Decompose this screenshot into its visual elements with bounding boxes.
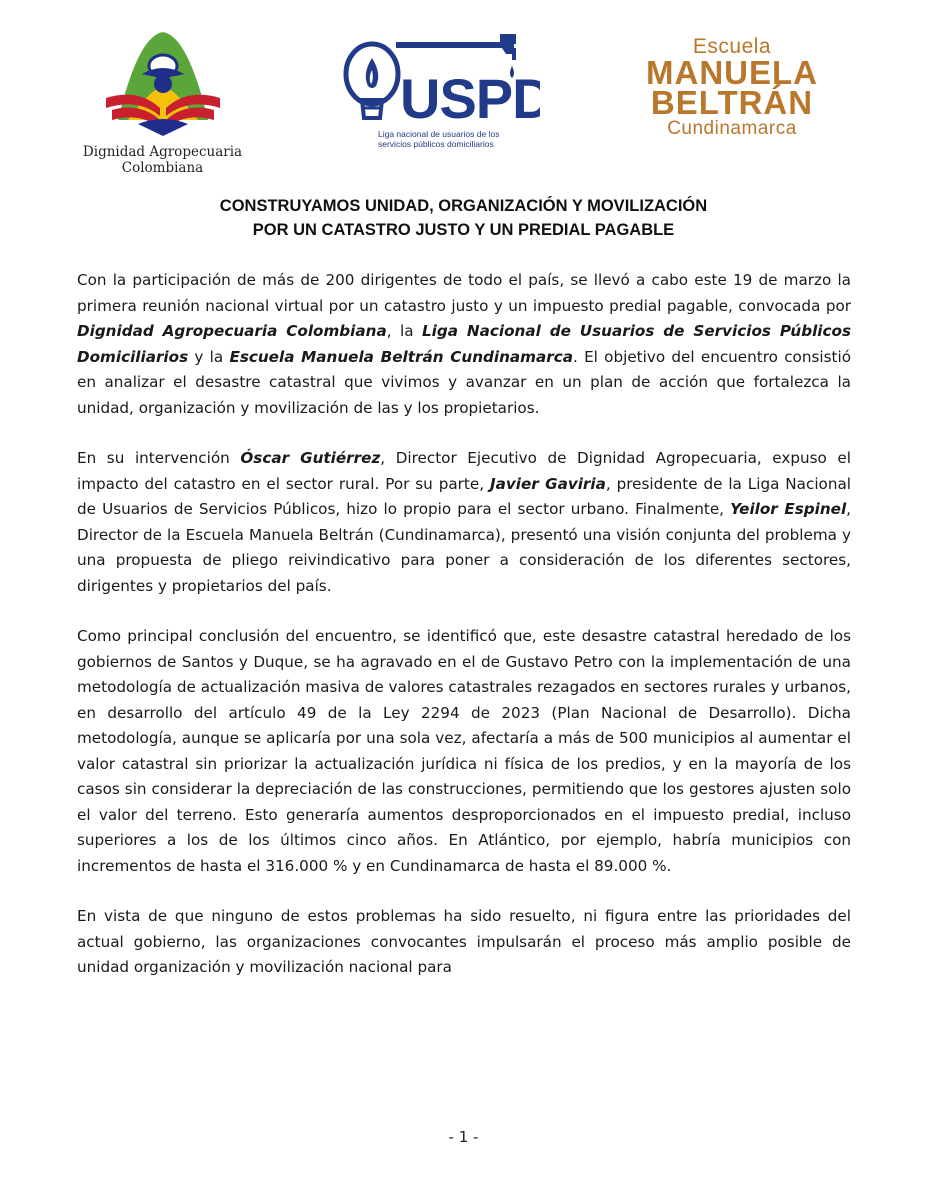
paragraph-1 xyxy=(77,268,851,421)
dignidad-caption xyxy=(80,144,245,176)
title-line2: POR UN CATASTRO JUSTO Y UN PREDIAL PAGABLE xyxy=(252,221,675,239)
p1-bold-3: Escuela Manuela Beltrán Cundinamarca xyxy=(229,347,573,366)
uspd-logo xyxy=(340,30,540,160)
p2-text-3: , presidente de la Liga Nacional de Usuarios de Servicios Públicos, hizo lo propio para el sector urbano. Finalmente, xyxy=(77,474,851,518)
p2-text-2: , Director Ejecutivo de Dignidad Agropecuaria, expuso el impacto del catastro en el sector rural. Por su parte, xyxy=(77,449,851,493)
p1-text-3: y la xyxy=(188,347,230,366)
p1-text-1: Con la participación de más de 200 dirigentes de todo el país, se llevó a cabo este 19 de marzo la primera reunión nacional virtual por un catastro justo y un impuesto predial pagable, convocada por xyxy=(77,271,851,315)
escuela-manuela-beltran-logo xyxy=(632,36,832,146)
p2-bold-3: Yeilor Espinel xyxy=(730,500,847,518)
title-line1: CONSTRUYAMOS UNIDAD, ORGANIZACIÓN Y MOVILIZACIÓN xyxy=(219,197,708,215)
document-title xyxy=(0,194,927,242)
p1-bold-1: Dignidad Agropecuaria Colombiana xyxy=(77,322,387,340)
p1-text-2: , la xyxy=(386,322,422,340)
p1-bold-2: Liga Nacional de Usuarios de Servicios Públicos Domiciliarios xyxy=(77,322,851,366)
uspd-caption-line1: Liga nacional de usuarios de los xyxy=(378,129,500,139)
page-number: - 1 - xyxy=(448,1128,479,1146)
uspd-wordmark: USPD xyxy=(400,67,540,130)
p2-bold-2: Javier Gaviria xyxy=(489,474,606,493)
paragraph-3: Como principal conclusión del encuentro, se identificó que, este desastre catastral heredado de los gobiernos de Santos y Duque, se ha agravado en el de Gustavo Petro con la implementación de una metodología de actualización masiva de valores catastrales rezagados en sectores rurales y urbanos, en desarrollo del artículo 49 de la Ley 2294 de 2023 (Plan Nacional de Desarrollo). Dicha metodología, aunque se aplicaría por una sola vez, afectaría a más de 500 municipios al aumentar el valor catastral sin priorizar la actualización jurídica ni física de los predios, y en la mayoría de los casos sin considerar la depreciación de las construcciones, permitiendo que los gestores ajusten solo el valor del terreno. Esto generaría aumentos desproporcionados en el impuesto predial, incluso superiores a los de los últimos cinco años. En Atlántico, por ejemplo, habría municipios con incrementos de hasta el 316.000 % y en Cundinamarca de hasta el 89.000 %. xyxy=(77,627,851,875)
escuela-name-line1: MANUELA xyxy=(646,54,818,91)
dignidad-emblem-icon xyxy=(98,28,228,140)
logo-header xyxy=(0,22,927,182)
document-body xyxy=(77,268,851,1006)
p1-text-4: . El objetivo del encuentro consistió en analizar el desastre catastral que vivimos y avanzar en un plan de acción que fortalezca la unidad, organización y movilización de las y los propietarios. xyxy=(77,347,851,417)
paragraph-2 xyxy=(77,446,851,599)
dignidad-caption-line2: Colombiana xyxy=(121,160,204,176)
dignidad-caption-line1: Dignidad Agropecuaria xyxy=(82,144,243,160)
escuela-bottom-text: Cundinamarca xyxy=(667,118,797,139)
escuela-name-line2: BELTRÁN xyxy=(650,84,814,121)
p2-bold-1: Óscar Gutiérrez xyxy=(240,449,381,467)
uspd-caption-line2: servicios públicos domiciliarios xyxy=(378,138,494,149)
escuela-top-text: Escuela xyxy=(692,35,772,58)
dignidad-agropecuaria-logo xyxy=(80,28,245,180)
p2-text-1: En su intervención xyxy=(77,449,241,467)
uspd-caption xyxy=(378,130,548,149)
p2-text-4: , Director de la Escuela Manuela Beltrán (Cundinamarca), presentó una visión conjunta del problema y una propuesta de pliego reivindicativo para poner a consideración de los diferentes sectores, dirigentes y propietarios del país. xyxy=(77,500,851,595)
uspd-lightbulb-faucet-icon xyxy=(340,30,540,130)
paragraph-4: En vista de que ninguno de estos problemas ha sido resuelto, ni figura entre las prioridades del actual gobierno, las organizaciones convocantes impulsarán el proceso más amplio posible de unidad organización y movilización nacional para xyxy=(77,907,851,976)
